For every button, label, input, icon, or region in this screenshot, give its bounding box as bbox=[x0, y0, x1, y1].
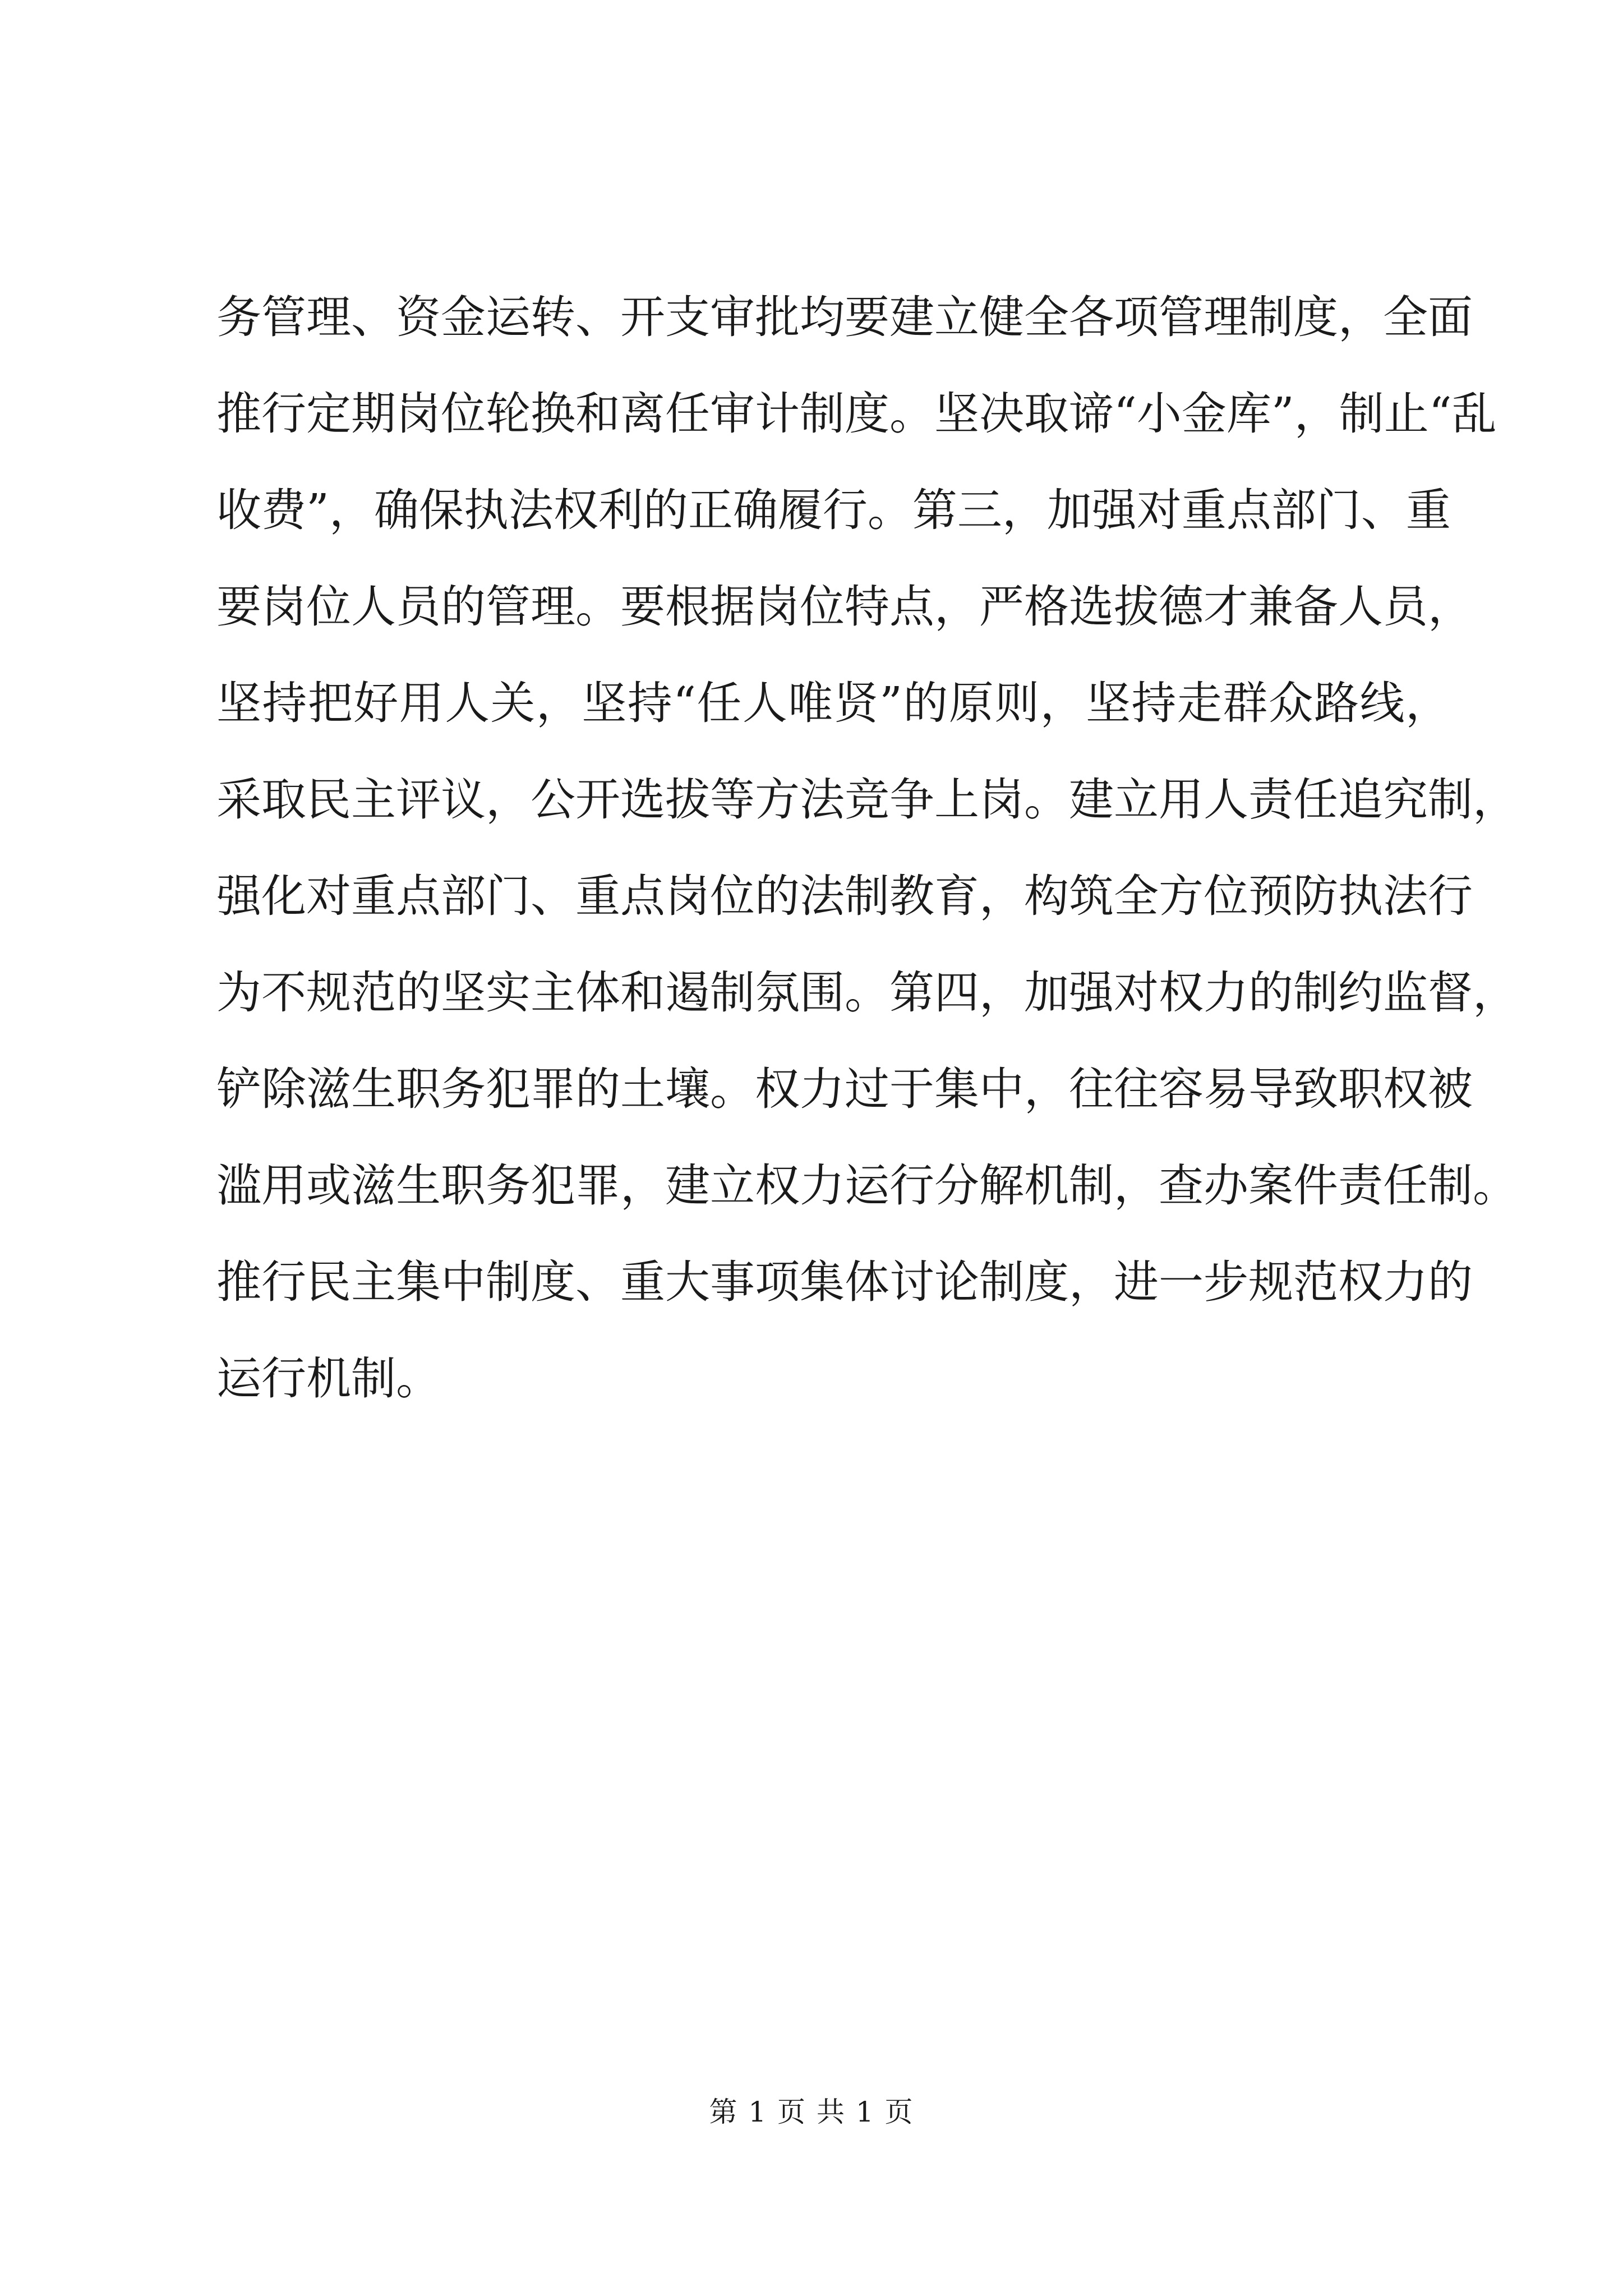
text-line: 为不规范的坚实主体和遏制氛围。第四，加强对权力的制约监督， bbox=[216, 967, 1518, 1019]
text-line: 滥用或滋生职务犯罪，建立权力运行分解机制，查办案件责任制。 bbox=[216, 1159, 1518, 1212]
text-line: 铲除滋生职务犯罪的土壤。权力过于集中，往往容易导致职权被 bbox=[216, 1063, 1473, 1115]
text-line: 推行定期岗位轮换和离任审计制度。坚决取谛“小金库”，制止“乱 bbox=[216, 388, 1497, 440]
text-line: 坚持把好用人关，坚持“任人唯贤”的原则，坚持走群众路线， bbox=[216, 677, 1450, 729]
text-line: 务管理、资金运转、开支审批均要建立健全各项管理制度，全面 bbox=[216, 291, 1473, 343]
text-line: 强化对重点部门、重点岗位的法制教育，构筑全方位预防执法行 bbox=[216, 870, 1473, 922]
text-line: 要岗位人员的管理。要根据岗位特点，严格选拔德才兼备人员， bbox=[216, 581, 1473, 633]
text-line: 推行民主集中制度、重大事项集体讨论制度，进一步规范权力的 bbox=[216, 1256, 1473, 1308]
text-line: 运行机制。 bbox=[216, 1352, 441, 1405]
body-paragraph bbox=[216, 269, 1518, 1427]
text-line: 收费”，确保执法权利的正确履行。第三，加强对重点部门、重 bbox=[216, 484, 1451, 536]
page-number-footer: 第 1 页 共 1 页 bbox=[709, 2096, 914, 2128]
text-line: 采取民主评议，公开选拔等方法竞争上岗。建立用人责任追究制， bbox=[216, 774, 1518, 826]
